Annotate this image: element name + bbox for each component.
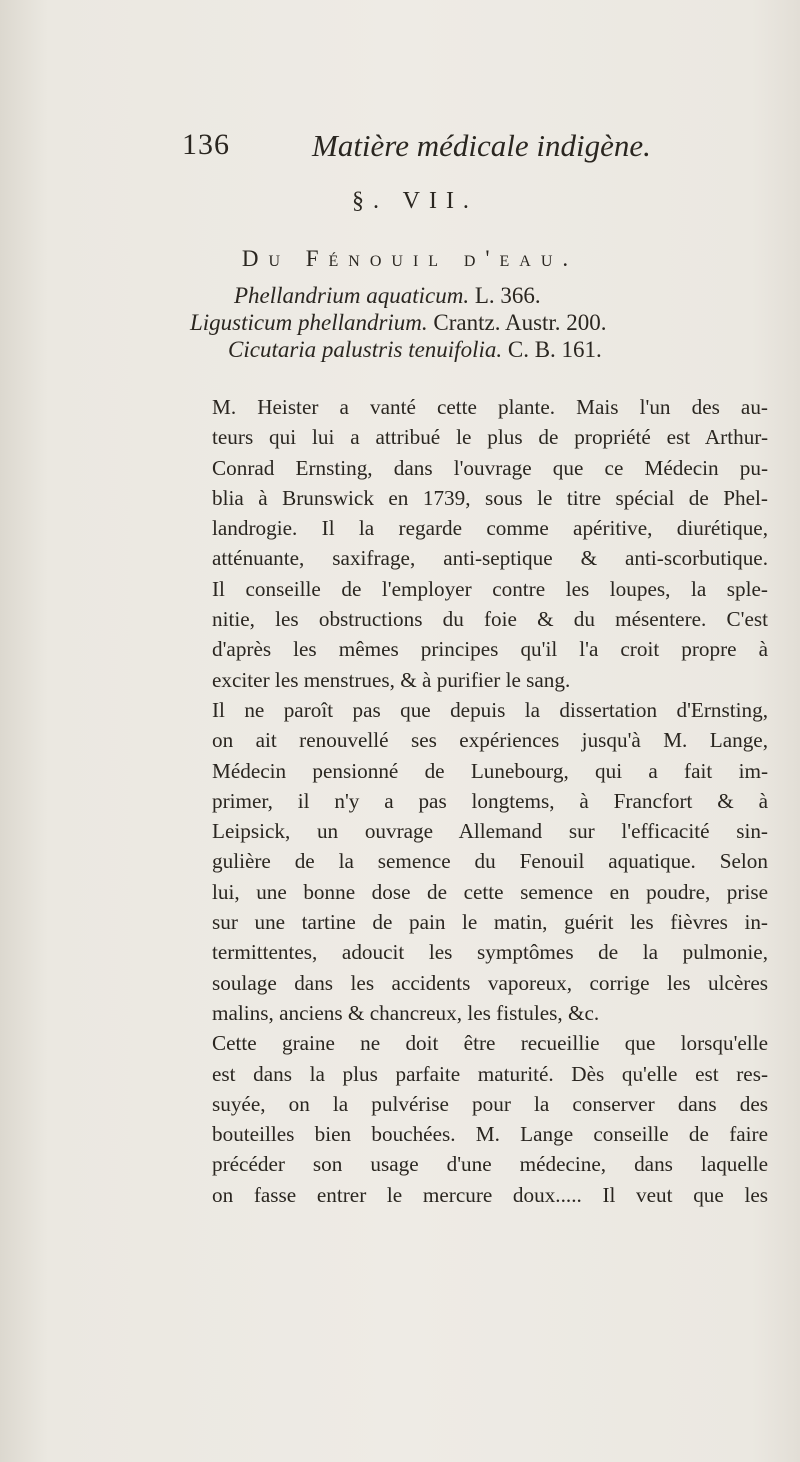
- text-line: blia à Brunswick en 1739, sous le titre spécial de Phel-: [212, 485, 768, 510]
- text-line: landrogie. Il la regarde comme apéritive, diurétique,: [212, 516, 768, 541]
- synonym-reference: Crantz. Austr. 200.: [427, 310, 607, 335]
- running-head: [182, 128, 662, 168]
- text-line: Il conseille de l'employer contre les loupes, la sple-: [212, 576, 768, 601]
- text-line: malins, anciens & chancreux, les fistules, &c.: [212, 1000, 600, 1025]
- text-line: précéder son usage d'une médecine, dans laquelle: [212, 1152, 768, 1177]
- synonym-reference: C. B. 161.: [502, 337, 602, 362]
- text-line: Cette graine ne doit être recueillie que lorsqu'elle: [212, 1031, 768, 1056]
- text-line: exciter les menstrues, & à purifier le sang.: [212, 667, 571, 692]
- text-line: atténuante, saxifrage, anti-septique & anti-scorbutique.: [212, 546, 768, 571]
- text-line: est dans la plus parfaite maturité. Dès qu'elle est res-: [212, 1061, 768, 1086]
- text-line: on fasse entrer le mercure doux..... Il veut que les: [212, 1182, 768, 1207]
- text-line: bouteilles bien bouchées. M. Lange conseille de faire: [212, 1122, 768, 1147]
- text-line: Il ne paroît pas que depuis la dissertation d'Ernsting,: [212, 697, 768, 722]
- running-title: Matière médicale indigène.: [312, 128, 651, 163]
- synonym-latin-name: Phellandrium aquaticum.: [234, 283, 470, 308]
- paragraph: [180, 695, 768, 1028]
- text-line: gulière de la semence du Fenouil aquatique. Selon: [212, 849, 768, 874]
- synonym-latin-name: Cicutaria palustris tenuifolia.: [228, 337, 503, 362]
- text-line: teurs qui lui a attribué le plus de propriété est Arthur-: [212, 425, 768, 450]
- text-line: Conrad Ernsting, dans l'ouvrage que ce Médecin pu-: [212, 455, 768, 480]
- text-line: soulage dans les accidents vaporeux, corrige les ulcères: [212, 970, 768, 995]
- text-line: lui, une bonne dose de cette semence en poudre, prise: [212, 879, 768, 904]
- synonym-line: [190, 336, 690, 363]
- synonym-reference: L. 366.: [469, 283, 541, 308]
- synonym-latin-name: Ligusticum phellandrium.: [190, 310, 428, 335]
- text-line: sur une tartine de pain le matin, guérit les fièvres in-: [212, 910, 768, 935]
- text-line: Médecin pensionné de Lunebourg, qui a fait im-: [212, 758, 768, 783]
- body-text: [180, 392, 768, 1210]
- synonym-line: [190, 309, 690, 336]
- text-line: primer, il n'y a pas longtems, à Francfort & à: [212, 788, 768, 813]
- text-line: Leipsick, un ouvrage Allemand sur l'efficacité sin-: [212, 819, 768, 844]
- paragraph: [180, 392, 768, 695]
- text-line: termittentes, adoucit les symptômes de la pulmonie,: [212, 940, 768, 965]
- synonym-list: [190, 282, 690, 363]
- synonym-line: [190, 282, 690, 309]
- section-number: §. VII.: [352, 188, 478, 214]
- text-line: M. Heister a vanté cette plante. Mais l'un des au-: [212, 395, 768, 419]
- text-line: on ait renouvellé ses expériences jusqu'à M. Lange,: [212, 728, 768, 753]
- chapter-title: Du Fénouil d'eau.: [241, 246, 579, 271]
- text-line: nitie, les obstructions du foie & du mésentere. C'est: [212, 607, 768, 632]
- text-line: suyée, on la pulvérise pour la conserver dans des: [212, 1091, 768, 1116]
- paragraph: [180, 1028, 768, 1210]
- text-line: d'après les mêmes principes qu'il l'a croit propre à: [212, 637, 768, 662]
- page-number: 136: [182, 128, 230, 161]
